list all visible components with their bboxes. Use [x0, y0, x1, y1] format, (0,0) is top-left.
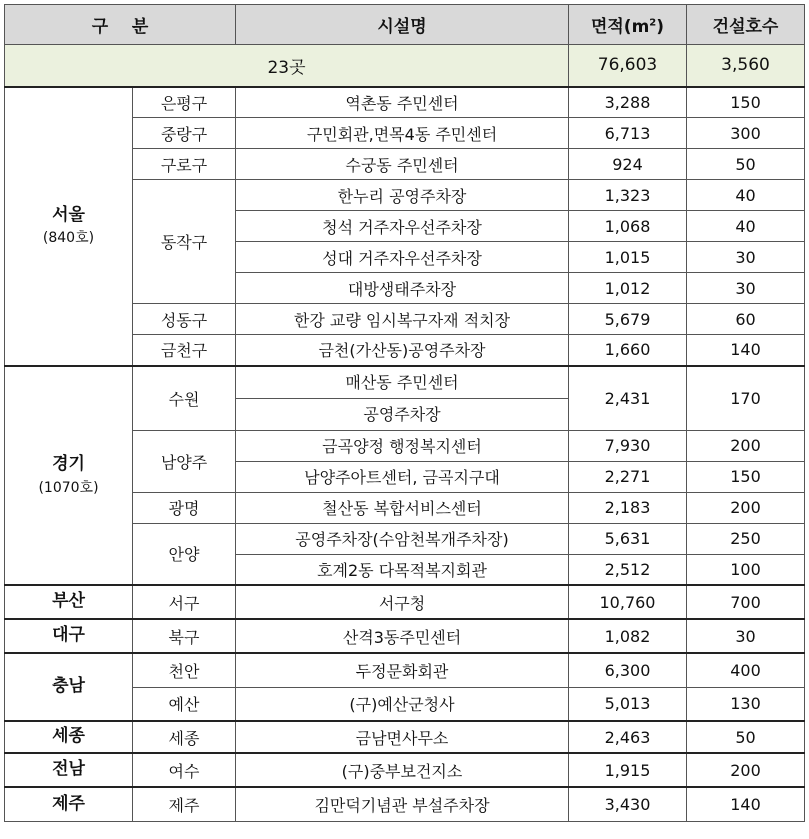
units-cell: 170 [687, 366, 805, 431]
facility-cell: 산격3동주민센터 [236, 619, 569, 653]
units-cell: 150 [687, 461, 805, 492]
table-row [5, 787, 805, 821]
facility-cell: 호계2동 다목적복지회관 [236, 554, 569, 585]
units-cell: 400 [687, 653, 805, 687]
units-cell: 50 [687, 149, 805, 180]
facility-line: 공영주차장 [236, 398, 568, 430]
total-units: 3,560 [687, 45, 805, 87]
facility-cell: 한강 교량 임시복구자재 적치장 [236, 304, 569, 335]
region-name: 경기 [52, 454, 85, 474]
district-cell: 수원 [133, 366, 236, 431]
table-row [5, 753, 805, 787]
district-cell: 동작구 [133, 180, 236, 304]
district-cell: 광명 [133, 492, 236, 523]
facility-cell: 금천(가산동)공영주차장 [236, 335, 569, 366]
units-cell: 150 [687, 87, 805, 118]
area-cell: 2,183 [569, 492, 687, 523]
area-cell: 1,323 [569, 180, 687, 211]
area-cell: 1,012 [569, 273, 687, 304]
facility-cell: 금곡양정 행정복지센터 [236, 430, 569, 461]
facility-cell: 역촌동 주민센터 [236, 87, 569, 118]
units-cell: 250 [687, 523, 805, 554]
area-cell: 1,068 [569, 211, 687, 242]
area-cell: 2,271 [569, 461, 687, 492]
facility-cell: 철산동 복합서비스센터 [236, 492, 569, 523]
facility-cell: 두정문화회관 [236, 653, 569, 687]
total-row [5, 45, 805, 87]
area-cell: 6,300 [569, 653, 687, 687]
units-cell: 40 [687, 180, 805, 211]
area-cell: 2,512 [569, 554, 687, 585]
units-cell: 300 [687, 118, 805, 149]
region-count: (840호) [42, 230, 95, 247]
region-name: 서울 [52, 204, 85, 225]
district-cell: 세종 [133, 721, 236, 753]
area-cell: 5,679 [569, 304, 687, 335]
header-facility: 시설명 [236, 5, 569, 45]
district-cell: 구로구 [133, 149, 236, 180]
facility-cell: 대방생태주차장 [236, 273, 569, 304]
units-cell: 40 [687, 211, 805, 242]
area-cell: 1,082 [569, 619, 687, 653]
units-cell: 100 [687, 554, 805, 585]
area-cell: 1,915 [569, 753, 687, 787]
table-row [5, 87, 805, 118]
header-units: 건설호수 [687, 5, 805, 45]
region-gyeonggi [5, 366, 133, 586]
units-cell: 60 [687, 304, 805, 335]
units-cell: 50 [687, 721, 805, 753]
header-area-sup: 2 [649, 17, 657, 29]
total-label: 23곳 [5, 45, 569, 87]
units-cell: 140 [687, 787, 805, 821]
header-category: 구 분 [5, 5, 236, 45]
district-cell: 천안 [133, 653, 236, 687]
area-cell: 5,013 [569, 687, 687, 721]
units-cell: 30 [687, 273, 805, 304]
header-row [5, 5, 805, 45]
region-jeju: 제주 [5, 787, 133, 821]
area-cell: 10,760 [569, 585, 687, 619]
units-cell: 200 [687, 430, 805, 461]
facility-line: 매산동 주민센터 [345, 372, 459, 392]
units-cell: 30 [687, 619, 805, 653]
area-cell: 2,431 [569, 366, 687, 431]
district-cell: 안양 [133, 523, 236, 585]
district-cell: 성동구 [133, 304, 236, 335]
facility-cell [236, 366, 569, 431]
district-cell: 제주 [133, 787, 236, 821]
facility-cell: 김만덕기념관 부설주차장 [236, 787, 569, 821]
area-cell: 5,631 [569, 523, 687, 554]
table-row [5, 653, 805, 687]
housing-facility-table [4, 4, 805, 822]
units-cell: 200 [687, 492, 805, 523]
facility-cell: 서구청 [236, 585, 569, 619]
area-cell: 7,930 [569, 430, 687, 461]
district-cell: 남양주 [133, 430, 236, 492]
district-cell: 중랑구 [133, 118, 236, 149]
facility-cell: (구)예산군청사 [236, 687, 569, 721]
district-cell: 북구 [133, 619, 236, 653]
header-area-close: ) [656, 17, 665, 37]
area-cell: 6,713 [569, 118, 687, 149]
table-row [5, 721, 805, 753]
units-cell: 30 [687, 242, 805, 273]
facility-cell: 청석 거주자우선주차장 [236, 211, 569, 242]
table-row [5, 585, 805, 619]
units-cell: 200 [687, 753, 805, 787]
facility-cell: 한누리 공영주차장 [236, 180, 569, 211]
area-cell: 924 [569, 149, 687, 180]
header-area-label: 면적(m [590, 17, 650, 37]
header-area [569, 5, 687, 45]
region-busan: 부산 [5, 585, 133, 619]
region-sejong: 세종 [5, 721, 133, 753]
area-cell: 1,660 [569, 335, 687, 366]
table-row [5, 366, 805, 431]
units-cell: 700 [687, 585, 805, 619]
total-area: 76,603 [569, 45, 687, 87]
region-seoul [5, 87, 133, 366]
district-cell: 금천구 [133, 335, 236, 366]
table-row [5, 619, 805, 653]
facility-cell: 구민회관,면목4동 주민센터 [236, 118, 569, 149]
facility-cell: (구)중부보건지소 [236, 753, 569, 787]
facility-cell: 수궁동 주민센터 [236, 149, 569, 180]
district-cell: 은평구 [133, 87, 236, 118]
region-count: (1070호) [38, 479, 99, 496]
district-cell: 여수 [133, 753, 236, 787]
region-jeonnam: 전남 [5, 753, 133, 787]
region-chungnam: 충남 [5, 653, 133, 721]
facility-cell: 남양주아트센터, 금곡지구대 [236, 461, 569, 492]
facility-cell: 금남면사무소 [236, 721, 569, 753]
district-cell: 예산 [133, 687, 236, 721]
facility-cell: 공영주차장(수암천복개주차장) [236, 523, 569, 554]
district-cell: 서구 [133, 585, 236, 619]
area-cell: 3,430 [569, 787, 687, 821]
facility-cell: 성대 거주자우선주차장 [236, 242, 569, 273]
units-cell: 140 [687, 335, 805, 366]
units-cell: 130 [687, 687, 805, 721]
area-cell: 2,463 [569, 721, 687, 753]
area-cell: 3,288 [569, 87, 687, 118]
area-cell: 1,015 [569, 242, 687, 273]
region-daegu: 대구 [5, 619, 133, 653]
